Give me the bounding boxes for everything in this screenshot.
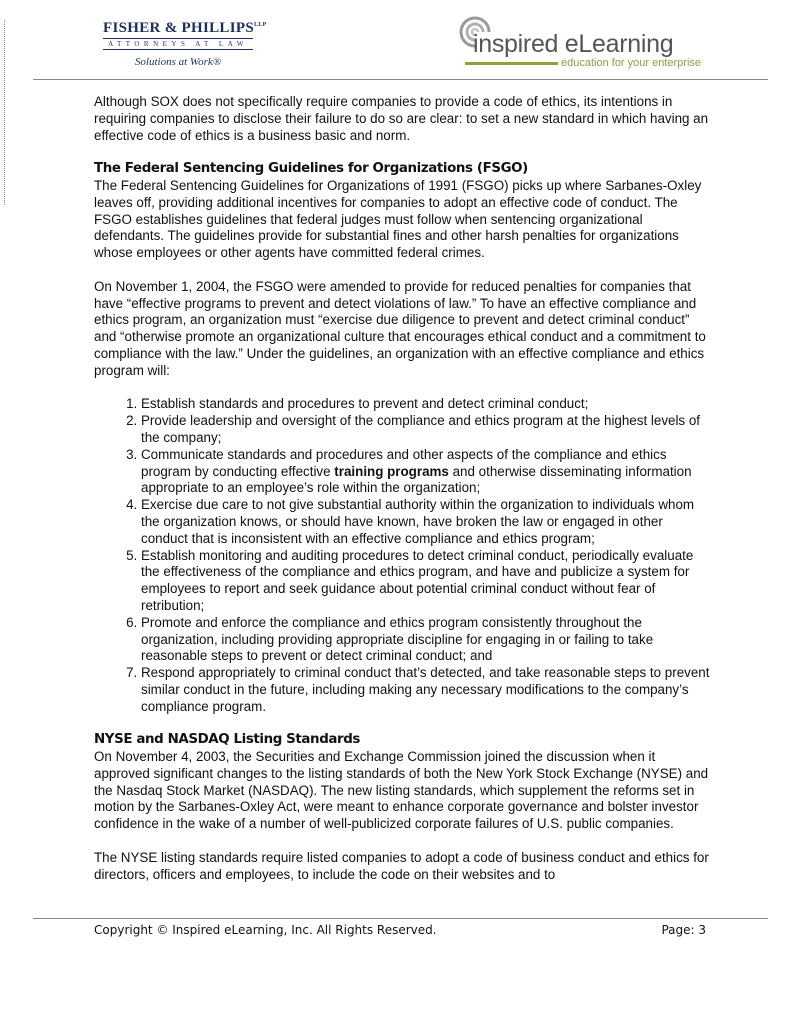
list-item: 1. Establish standards and procedures to prevent and detect criminal conduct; <box>141 396 712 413</box>
ie-logo-tagline: education for your enterprise <box>561 57 702 69</box>
ie-logo-bar <box>465 62 558 65</box>
list-item <box>141 447 712 497</box>
header-divider <box>33 79 768 80</box>
nyse-heading: NYSE and NASDAQ Listing Standards <box>94 732 360 748</box>
list-item: 6. Promote and enforce the compliance and ethics program consistently throughout the organization, including providing appropriate discipline for engaging in or failing to take reasonable steps to prevent or detect criminal conduct; and <box>141 615 712 665</box>
list-item: 7. Respond appropriately to criminal conduct that’s detected, and take reasonable steps to prevent similar conduct in the future, including making any necessary modifications to the company’s compliance program. <box>141 665 712 715</box>
list-item: 4. Exercise due care to not give substantial authority within the organization to individuals whom the organization knows, or should have known, have broken the law or engaged in other conduct that is inconsistent with an effective compliance and ethics program; <box>141 497 712 547</box>
fp-logo-suffix: LLP <box>253 22 267 28</box>
list-item-text: Communicate standards and procedures and other aspects of the compliance and ethics program by conducting effective <box>141 446 667 479</box>
list-item-text: and otherwise disseminating information appropriate to an employee’s role within the organization; <box>141 463 692 496</box>
inspired-elearning-logo <box>455 12 710 72</box>
compliance-program-list <box>94 396 712 715</box>
training-programs-emphasis: training programs <box>334 463 449 479</box>
ie-logo-name: inspired eLearning <box>473 30 674 58</box>
fp-logo-tagline: Solutions at Work® <box>134 56 222 68</box>
fisher-phillips-logo <box>103 20 267 68</box>
copyright-text: Copyright © Inspired eLearning, Inc. All Rights Reserved. <box>94 923 437 937</box>
footer-divider <box>33 918 768 919</box>
list-item: 5. Establish monitoring and auditing procedures to detect criminal conduct, periodically evaluate the effectiveness of the compliance and ethics program, and have and publicize a system for employees to report and seek guidance about potential criminal conduct without fear of retribution; <box>141 548 712 615</box>
list-item: 2. Provide leadership and oversight of the compliance and ethics program at the highest levels of the company; <box>141 413 712 447</box>
intro-paragraph: Although SOX does not specifically require companies to provide a code of ethics, its intentions in requiring companies to disclose their failure to do so are clear: to set a new standard in which having an effective code of ethics is a business basic and norm. <box>94 94 709 143</box>
page-header <box>0 0 800 80</box>
nyse-paragraph-1: On November 4, 2003, the Securities and Exchange Commission joined the discussion when it approved significant changes to the listing standards of both the New York Stock Exchange (NYSE) and the Nasdaq Stock Market (NASDAQ). The new listing standards, which supplement the reforms set in motion by the Sarbanes-Oxley Act, were meant to enhance corporate governance and bolster investor confidence in the wake of a number of well-publicized corporate failures of U.S. public companies. <box>94 749 709 832</box>
nyse-paragraph-2: The NYSE listing standards require listed companies to adopt a code of business conduct and ethics for directors, officers and employees, to include the code on their websites and to <box>94 849 709 882</box>
page-number: Page: 3 <box>661 923 706 937</box>
fp-logo-subtitle: ATTORNEYS AT LAW <box>103 38 253 50</box>
fsgo-paragraph-1: The Federal Sentencing Guidelines for Organizations of 1991 (FSGO) picks up where Sarbanes-Oxley leaves off, providing additional incentives for companies to adopt an effective code of conduct. The FSGO establishes guidelines that federal judges must follow when sentencing organizational defendants. The guidelines provide for substantial fines and other harsh penalties for organizations whose employees or other agents have committed federal crimes. <box>94 177 702 261</box>
fsgo-heading: The Federal Sentencing Guidelines for Organizations (FSGO) <box>94 161 528 177</box>
page-content <box>94 94 712 883</box>
fp-logo-name: FISHER & PHILLIPS <box>103 20 254 36</box>
fsgo-paragraph-2: On November 1, 2004, the FSGO were amended to provide for reduced penalties for companies that have “effective programs to prevent and detect violations of law.” To have an effective compliance and ethics program, an organization must “exercise due diligence to prevent and detect criminal conduct” and “otherwise promote an organizational culture that encourages ethical conduct and a commitment to compliance with the law.” Under the guidelines, an organization with an effective compliance and ethics program will: <box>94 278 706 378</box>
